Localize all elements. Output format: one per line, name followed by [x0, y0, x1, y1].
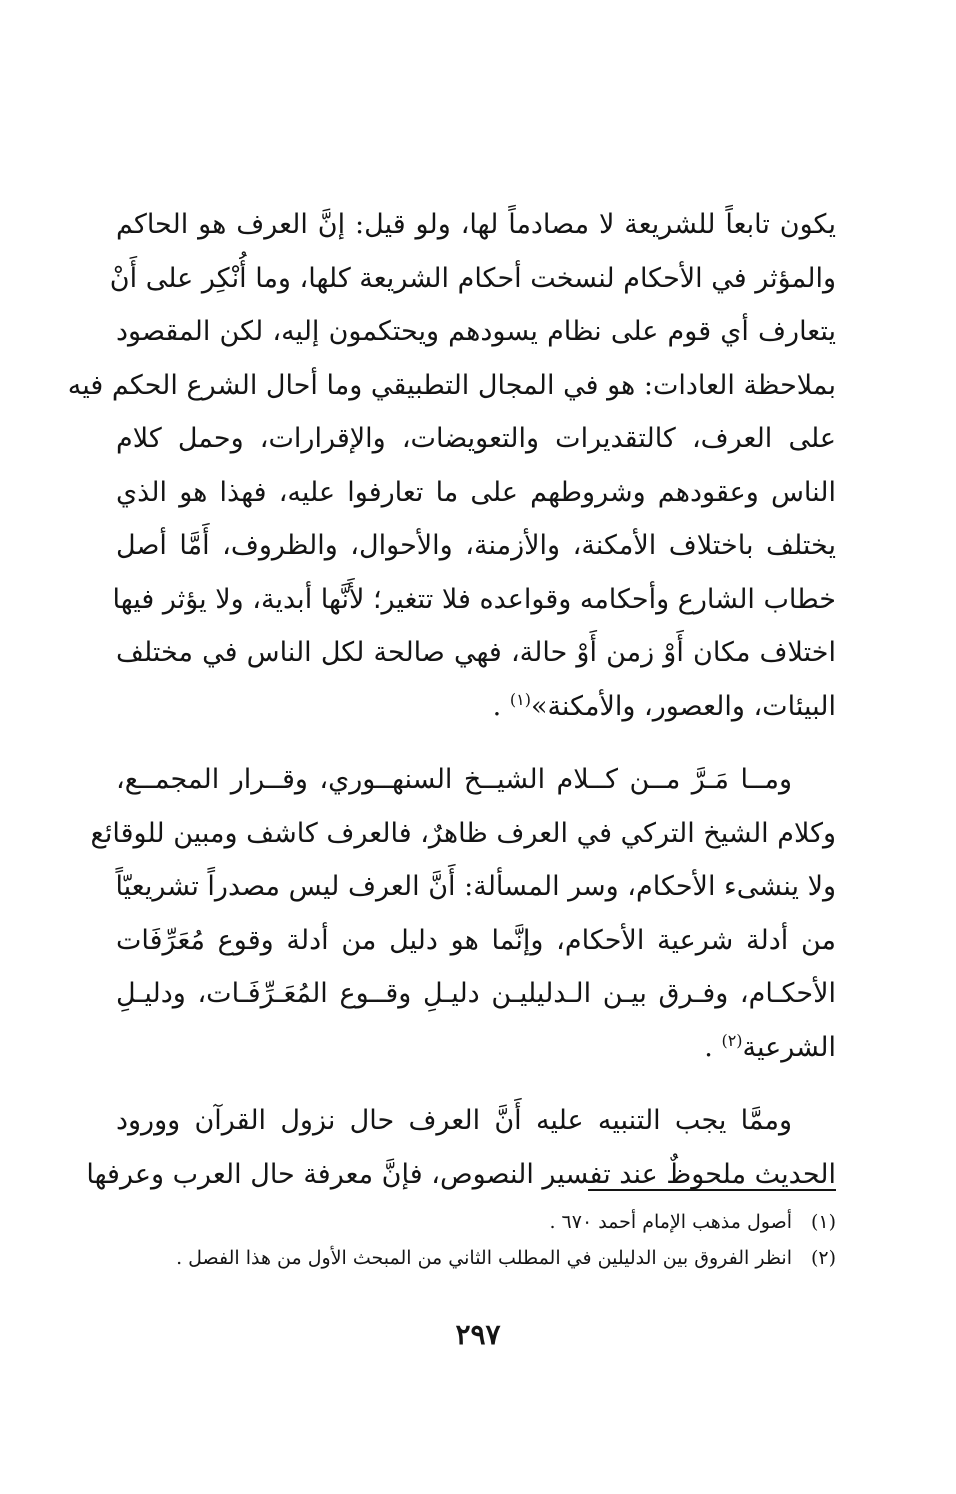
line-end: . [492, 690, 510, 722]
text-line: الحديث ملحوظٌ عند تفسير النصوص، فإنَّ معرفة حال العرب وعرفها [86, 1158, 836, 1190]
text-line: والمؤثر في الأحكام لنسخت أحكام الشريعة كلها، وما أُنْكِر على أَنْ [109, 262, 836, 294]
footnote-2 [116, 1240, 836, 1276]
paragraph-3 [86, 1094, 836, 1201]
line-text: البيئات، والعصور، والأمكنة» [530, 690, 836, 722]
text-line: يختلف باختلاف الأمكنة، والأزمنة، والأحوال، والظروف، أَمَّا أصل [116, 530, 836, 561]
text-line: وكلام الشيخ التركي في العرف ظاهرٌ، فالعرف كاشف ومبين للوقائع [90, 817, 836, 849]
text-line: بملاحظة العادات: هو في المجال التطبيقي وما أحال الشرع الحكم فيه [67, 369, 836, 401]
line-end: . [704, 1031, 722, 1063]
text-line: يتعارف أي قوم على نظام يسودهم ويحتكمون إليه، لكن المقصود [116, 316, 836, 347]
text-line: الناس وعقودهم وشروطهم على ما تعارفوا عليه، فهذا هو الذي [116, 476, 836, 508]
text-line-last [116, 1021, 836, 1075]
text-line: يكون تابعاً للشريعة لا مصادماً لها، ولو قيل: إنَّ العرف هو الحاكم [116, 209, 836, 240]
text-line: ولا ينشىء الأحكام، وسر المسألة: أَنَّ العرف ليس مصدراً تشريعيّاً [115, 871, 836, 902]
footnotes [116, 1204, 836, 1276]
footnote-mark: (٢) [810, 1247, 836, 1269]
line-text: الشرعية [742, 1031, 836, 1063]
paragraph-2 [90, 753, 836, 1074]
text-line: اختلاف مكان أَوْ زمن أَوْ حالة، فهي صالحة لكل الناس في مختلف [116, 637, 836, 668]
footnote-ref-2: (٢) [721, 1030, 743, 1050]
footnote-text: انظر الفروق بين الدليلين في المطلب الثاني من المبحث الأول من هذا الفصل . [176, 1247, 792, 1269]
footnote-ref-1: (١) [509, 689, 531, 709]
text-line: من أدلة شرعية الأحكام، وإنَّما هو دليل من أدلة وقوع مُعَرِّفَات [116, 924, 836, 956]
footnote-text: أصول مذهب الإمام أحمد ٦٧٠ . [549, 1211, 792, 1233]
text-line: ومــا مَـرَّ مــن كــلام الشيــخ السنهــوري، وقــرار المجمــع، [116, 764, 792, 795]
text-line: وممَّا يجب التنبيه عليه أَنَّ العرف حال نزول القرآن وورود [116, 1105, 792, 1136]
footnote-mark: (١) [810, 1211, 836, 1233]
footnote-divider [588, 1189, 836, 1191]
text-line-last [116, 680, 836, 734]
page-number: ٢٩٧ [455, 1318, 501, 1351]
main-text [67, 198, 836, 1201]
text-line: الأحكـام، وفـرق بيـن الـدليليـن دليـلِ وقــوع المُعَـرِّفَـات، ودليـلِ [116, 978, 836, 1009]
text-line: على العرف، كالتقديرات والتعويضات، والإقرارات، وحمل كلام [116, 423, 836, 454]
paragraph-1 [67, 198, 836, 733]
text-line: خطاب الشارع وأحكامه وقواعده فلا تتغير؛ لأَنَّها أبدية، ولا يؤثر فيها [112, 583, 836, 615]
footnote-1 [116, 1204, 836, 1240]
